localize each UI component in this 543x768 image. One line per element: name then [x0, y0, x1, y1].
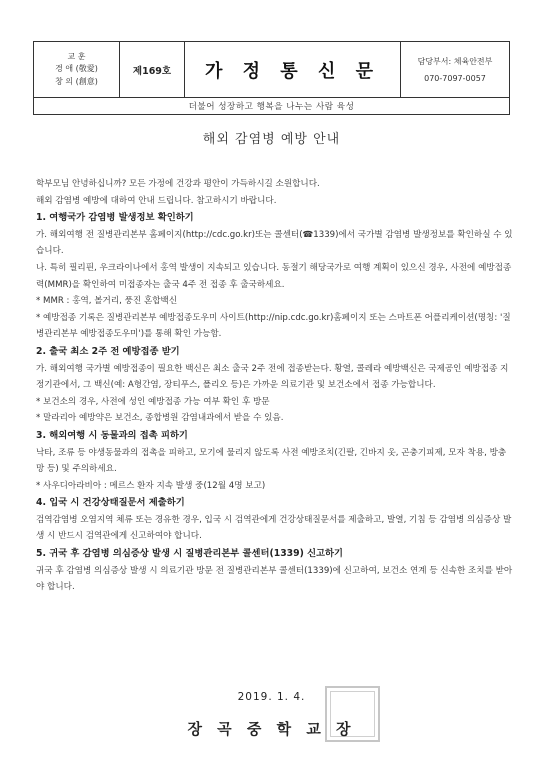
paragraph: 낙타, 조류 등 야생동물과의 접촉을 피하고, 모기에 물리지 않도록 사전 예방조치(긴팔, 긴바지 옷, 곤충기피제, 모자 착용, 방충망 등) 및 주의하세요.	[36, 447, 507, 475]
document-title: 해외 감염병 예방 안내	[202, 132, 341, 147]
school-signature: 장 곡 중 학 교 장	[187, 720, 356, 738]
paragraph: 가. 해외여행 국가별 예방접종이 필요한 백신은 최소 출국 2주 전에 접종받는다. 황열, 콜레라 예방백신은 국제공인 예방접종 지정기관에서, 그 백신(예: A형간염, 장티푸스, 폴리오 등)은 가까운 의료기관 및 보건소에서 접종 가능합니다.	[36, 363, 509, 391]
school-motto	[34, 42, 120, 97]
slogan: 더불어 성장하고 행복을 나누는 사람 육성	[33, 98, 510, 115]
phone-number: 070-7097-0057	[424, 73, 486, 83]
paragraph: * 보건소의 경우, 사전에 성인 예방접종 가능 여부 확인 후 방문	[36, 396, 270, 407]
section-heading: 4. 입국 시 건강상태질문서 제출하기	[36, 497, 185, 509]
paragraph: * 사우디아라비아 : 메르스 환자 지속 발생 중(12월 4명 보고)	[36, 480, 266, 491]
paragraph: * 예방접종 기록은 질병관리본부 예방접종도우미 사이트(http://nip.cdc.go.kr)홈페이지 또는 스마트폰 어플리케이션(명칭: '질병관리본부 예방접종도우미')를 통해 확인 가능함.	[36, 312, 511, 340]
paragraph: * MMR : 홍역, 볼거리, 풍진 혼합백신	[36, 296, 178, 307]
paragraph: 해외 감염병 예방에 대하여 안내 드립니다. 참고하시기 바랍니다.	[36, 195, 277, 206]
newsletter-title: 가 정 통 신 문	[185, 42, 401, 97]
paragraph: 검역감염병 오염지역 체류 또는 경유한 경우, 입국 시 검역관에게 건강상태질문서를 제출하고, 발열, 기침 등 감염병 의심증상 발생 시 반드시 검역관에게 신고하여야 합니다.	[36, 514, 512, 542]
document-body	[36, 176, 514, 596]
section-heading: 3. 해외여행 시 동물과의 접촉 피하기	[36, 429, 188, 441]
issue-date: 2019. 1. 4.	[237, 691, 306, 703]
paragraph: * 말라리아 예방약은 보건소, 종합병원 감염내과에서 받을 수 있음.	[36, 413, 284, 424]
motto-line: 교 훈	[67, 51, 86, 61]
department: 담당부서: 체육안전부	[417, 56, 493, 66]
section-heading: 5. 귀국 후 감염병 의심증상 발생 시 질병관리본부 콜센터(1339) 신고하기	[36, 548, 344, 560]
motto-line: 창 의 (創意)	[55, 76, 98, 86]
paragraph: 나. 특히 필리핀, 우크라이나에서 홍역 발생이 지속되고 있습니다. 동절기 해당국가로 여행 계획이 있으신 경우, 사전에 예방접종력(MMR)을 확인하여 미접종자는 출국 4주 전 접종 후 출국하세요.	[36, 262, 512, 290]
section-heading: 1. 여행국가 감염병 발생정보 확인하기	[36, 212, 194, 224]
paragraph: 귀국 후 감염병 의심증상 발생 시 의료기관 방문 전 질병관리본부 콜센터(1339)에 신고하여, 보건소 연계 등 신속한 조치를 받아야 합니다.	[36, 565, 513, 593]
header-box	[33, 41, 510, 98]
issue-number: 제169호	[120, 42, 185, 97]
paragraph: 가. 해외여행 전 질병관리본부 홈페이지(http://cdc.go.kr)또는 콜센터(☎1339)에서 국가별 감염병 발생정보를 확인하실 수 있습니다.	[36, 229, 513, 257]
paragraph: 학부모님 안녕하십니까? 모든 가정에 건강과 평안이 가득하시길 소원합니다.	[36, 179, 320, 189]
contact-info	[401, 42, 509, 97]
section-heading: 2. 출국 최소 2주 전 예방접종 받기	[36, 345, 180, 357]
motto-line: 경 애 (敬愛)	[55, 64, 98, 74]
